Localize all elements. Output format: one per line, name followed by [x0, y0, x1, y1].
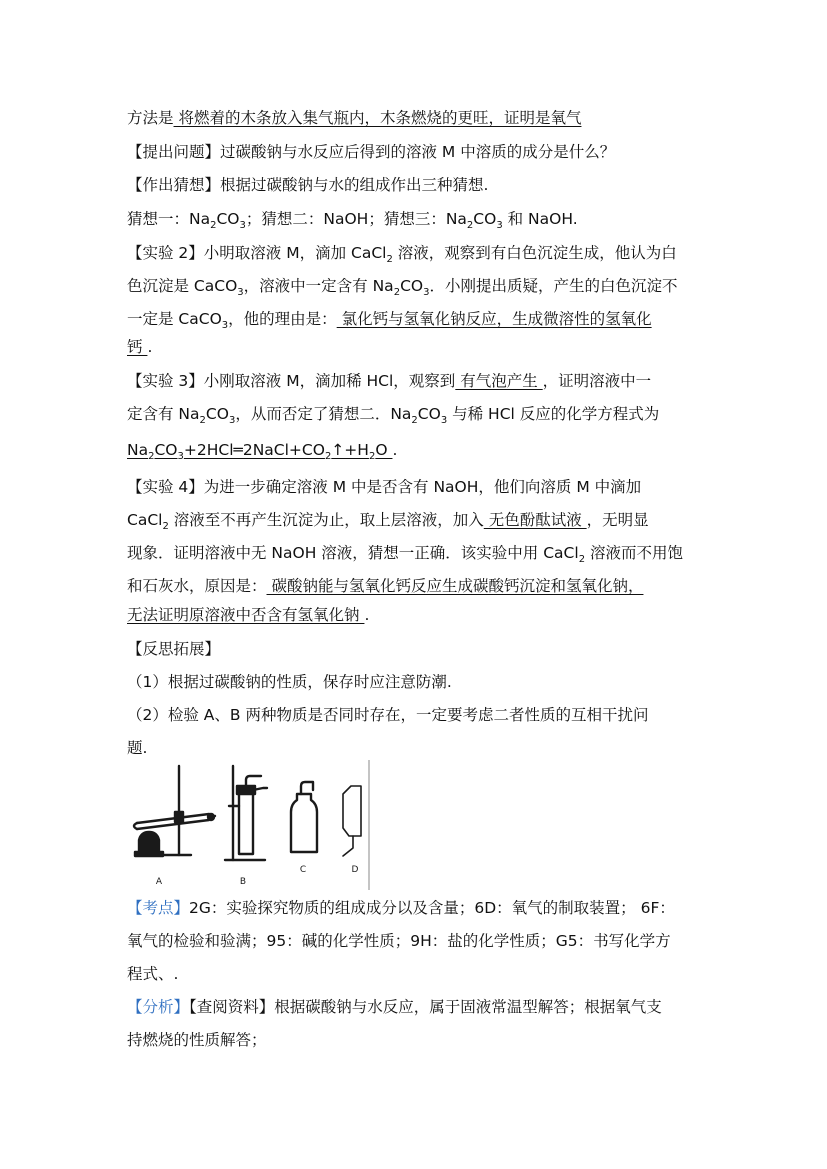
question-heading: 【提出问题】过碳酸钠与水反应后得到的溶液 M 中溶质的成分是什么？	[127, 143, 616, 161]
apparatus-a	[134, 766, 215, 856]
apparatus-d	[343, 786, 361, 856]
experiment3-line-1: 【实验 3】小刚取溶液 M，滴加稀 HCl，观察到 有气泡产生 ，证明溶液中一	[127, 372, 652, 390]
experiment2-line-1: 【实验 2】小明取溶液 M，滴加 CaCl$_2$ 溶液，观察到有白色沉淀生成，他认为白	[127, 244, 677, 266]
knowledge-points-line-2: 氧气的检验和验满；95：碱的化学性质；9H：盐的化学性质；G5：书写化学方	[127, 932, 671, 950]
label-b: B	[239, 877, 247, 887]
equation-line: $Na_2CO_3+2HCl═2NaCl+CO_2↑+H_2O$ .	[127, 441, 398, 463]
answer-line-1: 方法是 将燃着的木条放入集气瓶内，木条燃烧的更旺，证明是氧气	[127, 109, 582, 127]
label-c: C	[299, 865, 307, 875]
label-a: A	[155, 877, 163, 887]
hypothesis-heading: 【作出猜想】根据过碳酸钠与水的组成作出三种猜想.	[127, 176, 489, 194]
label-d: D	[351, 865, 359, 875]
experiment3-line-2: 定含有 $Na_2CO_3$，从而否定了猜想二．$Na_2CO_3$ 与稀 HCl 反应的化学方程式为	[127, 405, 660, 427]
knowledge-points-line-3: 程式、.	[127, 965, 179, 983]
experiment4-line-4: 和石灰水，原因是： 碳酸钠能与氢氧化钙反应生成碳酸钙沉淀和氢氧化钠，	[127, 577, 644, 595]
analysis-tag: 【分析】	[127, 998, 190, 1016]
knowledge-points-line-1: 【考点】2G：实验探究物质的组成成分以及含量；6D：氧气的制取装置； 6F：	[127, 899, 675, 917]
reflection-item-2: （2）检验 A、B 两种物质是否同时存在，一定要考虑二者性质的互相干扰问	[127, 706, 649, 724]
reflection-item-1: （1）根据过碳酸钠的性质，保存时应注意防潮.	[127, 673, 452, 691]
experiment4-line-3: 现象．证明溶液中无 NaOH 溶液，猜想一正确．该实验中用 CaCl$_2$ 溶液而不用饱	[127, 544, 683, 566]
reflection-heading: 【反思拓展】	[127, 640, 221, 658]
experiment4-line-5: 无法证明原溶液中否含有氢氧化钠 .	[127, 606, 370, 624]
experiment2-line-2: 色沉淀是 CaCO$_3$，溶液中一定含有 $Na_2CO_3$．小刚提出质疑，产生的白色沉淀不	[127, 277, 678, 299]
analysis-line-2: 持燃烧的性质解答；	[127, 1031, 267, 1049]
experiment2-line-4: 钙 .	[127, 338, 153, 356]
experiment4-line-1: 【实验 4】为进一步确定溶液 M 中是否含有 NaOH，他们向溶质 M 中滴加	[127, 478, 642, 496]
apparatus-b	[225, 766, 267, 860]
analysis-line-1: 【分析】【查阅资料】根据碳酸钠与水反应，属于固液常温型解答；根据氧气支	[127, 998, 662, 1016]
apparatus-c	[291, 782, 317, 852]
experiment2-line-3: 一定是 CaCO$_3$，他的理由是： 氯化钙与氢氧化钠反应，生成微溶性的氢氧化	[127, 310, 652, 332]
reflection-item-2-cont: 题.	[127, 739, 148, 757]
hypotheses-line: 猜想一：$Na_2CO_3$；猜想二：NaOH；猜想三：$Na_2CO_3$ 和 NaOH.	[127, 210, 578, 232]
apparatus-figure	[129, 760, 375, 890]
experiment4-line-2: CaCl$_2$ 溶液至不再产生沉淀为止，取上层溶液，加入 无色酚酞试液 ，无明显	[127, 511, 649, 533]
knowledge-points-tag: 【考点】	[127, 899, 190, 917]
